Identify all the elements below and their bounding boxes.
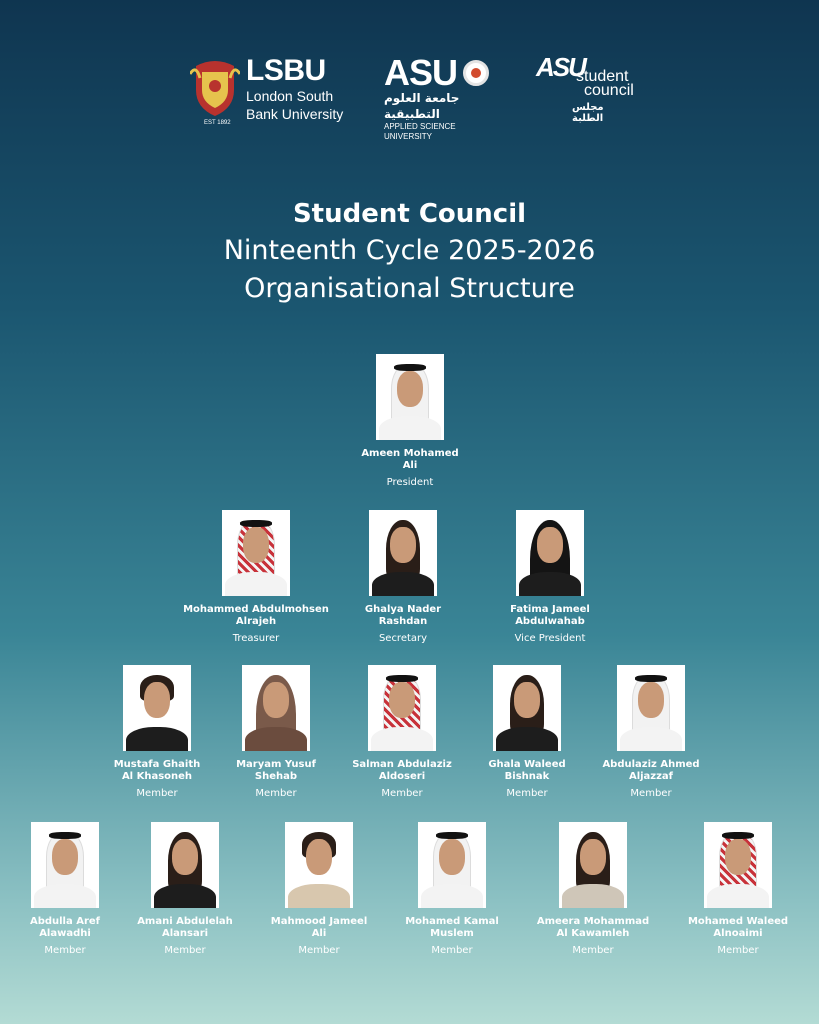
member-photo [516, 510, 584, 596]
member-name: Ameen Mohamed Ali [361, 448, 459, 471]
member-photo [704, 822, 772, 908]
member-name: Abdulaziz Ahmed Aljazzaf [602, 759, 700, 782]
member-name: Maryam Yusuf Shehab [236, 759, 316, 782]
asu-english-name: APPLIED SCIENCE UNIVERSITY [384, 122, 456, 141]
logo-bar [0, 52, 819, 141]
member-photo [123, 665, 191, 751]
member-card-secretary [318, 510, 488, 645]
member-photo [617, 665, 685, 751]
sc-line1: student [576, 68, 629, 85]
member-name: Mohamed Waleed Alnoaimi [687, 916, 789, 939]
member-photo [559, 822, 627, 908]
lsbu-logo [190, 56, 343, 122]
member-name: Salman Abdulaziz Aldoseri [352, 759, 452, 782]
member-role: Member [136, 788, 178, 799]
member-name: Fatima Jameel Abdulwahab [510, 604, 590, 627]
asu-logo [384, 52, 504, 142]
lsbu-crest-icon [190, 56, 240, 120]
member-photo [368, 665, 436, 751]
member-role: Treasurer [232, 633, 280, 644]
member-photo [418, 822, 486, 908]
member-card-vice-president [465, 510, 635, 645]
member-role: Member [717, 945, 759, 956]
asu-arabic-name: جامعة العلوم التطبيقية [384, 91, 460, 121]
member-photo [376, 354, 444, 440]
lsbu-est: EST 1892 [204, 120, 231, 126]
member-role: Member [572, 945, 614, 956]
page-title: Student Council [292, 199, 527, 229]
member-role: Secretary [378, 633, 428, 644]
member-name: Mahmood Jameel Ali [270, 916, 368, 939]
student-council-logo [536, 52, 632, 122]
member-role: Member [255, 788, 297, 799]
member-photo [222, 510, 290, 596]
member-name: Mohamed Kamal Muslem [405, 916, 499, 939]
member-photo [151, 822, 219, 908]
member-name: Ghalya Nader Rashdan [364, 604, 442, 627]
sc-arabic: مجلس الطلبة [572, 102, 604, 124]
member-card-president [325, 354, 495, 489]
lsbu-acronym: LSBU [246, 54, 326, 87]
member-card [653, 822, 819, 957]
sc-line2: council [584, 82, 634, 99]
member-role: Member [506, 788, 548, 799]
sc-acronym: ASU [536, 52, 585, 82]
member-name: Mohammed Abdulmohsen Alrajeh [183, 604, 329, 627]
member-name: Ghala Waleed Bishnak [488, 759, 566, 782]
member-name: Mustafa Ghaith Al Khasoneh [113, 759, 201, 782]
member-photo [242, 665, 310, 751]
member-name: Amani Abdulelah Alansari [137, 916, 233, 939]
member-card-treasurer [171, 510, 341, 645]
member-name: Ameera Mohammad Al Kawamleh [536, 916, 650, 939]
asu-seal-icon [463, 60, 489, 86]
page-subtitle-cycle: Ninteenth Cycle 2025-2026 [223, 235, 596, 266]
member-card [566, 665, 736, 800]
member-role: Member [381, 788, 423, 799]
member-role: Member [630, 788, 672, 799]
member-photo [31, 822, 99, 908]
member-role: Member [431, 945, 473, 956]
lsbu-name-line1: London South [246, 88, 334, 104]
member-role: Member [164, 945, 206, 956]
member-role: Vice President [514, 633, 586, 644]
asu-acronym: ASU [384, 52, 458, 93]
member-role: Member [44, 945, 86, 956]
page-subtitle-structure: Organisational Structure [244, 273, 575, 304]
member-photo [369, 510, 437, 596]
lsbu-name-line2: Bank University [246, 106, 344, 122]
member-role: President [386, 477, 434, 488]
member-photo [493, 665, 561, 751]
member-name: Abdulla Aref Alawadhi [29, 916, 101, 939]
title-block [0, 196, 819, 308]
member-photo [285, 822, 353, 908]
member-role: Member [298, 945, 340, 956]
